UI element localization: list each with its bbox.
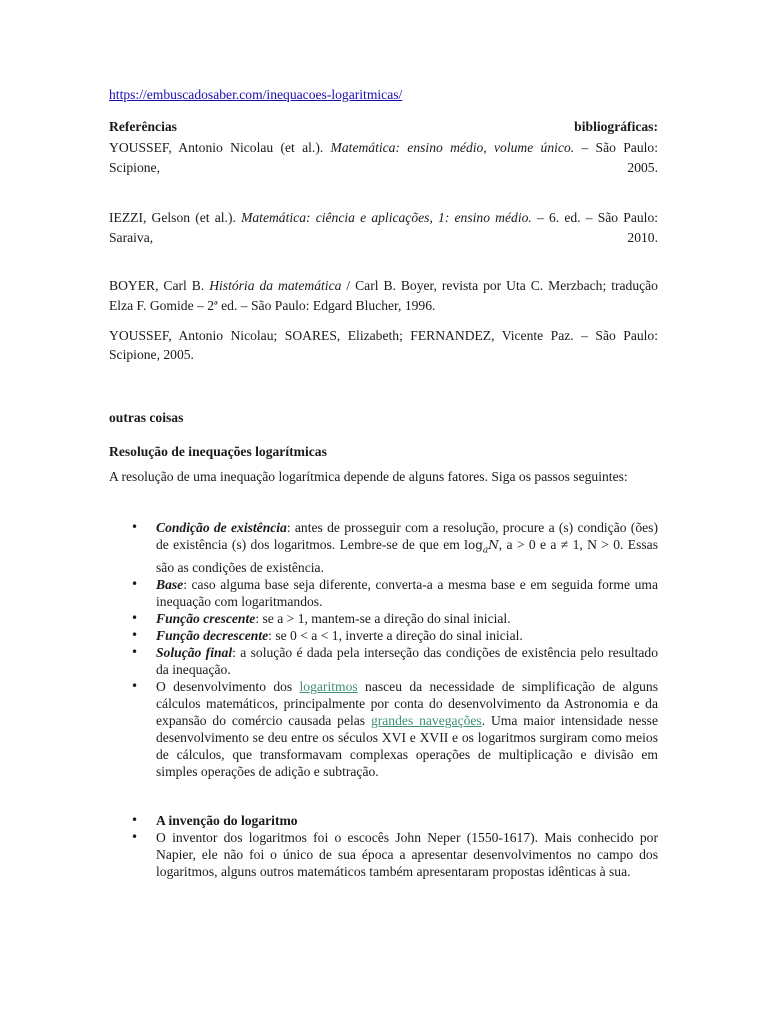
invencao-text: O inventor dos logaritmos foi o escocês John Neper (1550-1617). Mais conhecido por Napier, ele não foi o único de sua época a apresentar desenvolvimentos no campo dos logaritmos, alguns outros matemáticos também apresentaram propostas idênticas à sua.: [156, 830, 658, 879]
invencao-list: [109, 812, 658, 880]
ref3-author: BOYER, Carl B.: [109, 278, 205, 293]
invencao-title: A invenção do logaritmo: [156, 813, 298, 828]
source-url-line: [109, 86, 658, 103]
reference-youssef-2: [109, 326, 658, 364]
logaritmos-link[interactable]: logaritmos: [299, 679, 358, 695]
ref1-publisher: – São Paulo: Scipione, 2005.: [109, 140, 658, 175]
reference-youssef-1: [109, 138, 658, 178]
step-term: Base: [156, 577, 184, 593]
section-title: Resolução de inequações logarítmicas: [109, 444, 327, 459]
ref2-author: IEZZI, Gelson (et al.).: [109, 210, 236, 225]
step-text: : caso alguma base seja diferente, converta-a a mesma base e em seguida forme uma inequação com logaritmandos.: [156, 577, 658, 610]
ref1-title: Matemática: ensino médio, volume único.: [330, 140, 575, 155]
log-expression: $\log_aN$: [464, 538, 499, 556]
ref2-publisher: – 6. ed. – São Paulo: Saraiva, 2010.: [109, 210, 659, 245]
grandes-navegacoes-link[interactable]: grandes navegações: [370, 713, 482, 729]
ref4-text: YOUSSEF, Antonio Nicolau; SOARES, Elizabeth; FERNANDEZ, Vicente Paz. – São Paulo: Scipione, 2005.: [109, 328, 658, 362]
step-text: : antes de prosseguir com a resolução, procure a (s) condição (ões) de existência (s) dos logaritmos. Lembre-se de que em: [156, 520, 658, 552]
reference-iezzi: [109, 208, 658, 248]
ref2-title: Matemática: ciência e aplicações, 1: ensino médio.: [241, 210, 532, 225]
source-url-link[interactable]: https://embuscadosaber.com/inequacoes-logaritmicas/: [109, 87, 403, 102]
references-heading-word2: bibliográficas:: [574, 119, 658, 134]
intro-paragraph: A resolução de uma inequação logarítmica depende de alguns fatores. Siga os passos seguintes:: [109, 469, 628, 484]
step-text: : se 0 < a < 1, inverte a direção do sinal inicial.: [268, 628, 523, 644]
list-item: [109, 576, 658, 610]
step-term: Condição de existência: [156, 520, 287, 535]
list-item: [109, 812, 658, 829]
list-item: [109, 610, 658, 627]
step-text: : se a > 1, mantem-se a direção do sinal inicial.: [255, 611, 511, 627]
reference-boyer: [109, 276, 658, 316]
list-item-history: • O desenvolvimento dos logaritmos nasceu da necessidade de simplificação de alguns cálculos matemáticos, principalmente por conta do desenvolvimento da Astronomia e da expansão do comércio causada pelas grandes navegações. Uma maior intensidade nesse desenvolvimento se deu entre os séculos XVI e XVII e os logaritmos surgiram como meios de cálculos, que transformavam complexas operações de multiplicação e divisão em simples operações de adição e subtração.: [109, 678, 658, 780]
step-text-cont: , a > 0 e a ≠ 1, N > 0. Essas são as condições de existência.: [156, 537, 658, 576]
list-item: [109, 519, 658, 576]
step-term: Solução final: [156, 645, 233, 661]
ref3-title: História da matemática: [209, 278, 342, 293]
step-term: Função crescente: [156, 611, 256, 627]
references-heading-word1: Referências: [109, 119, 177, 134]
ref3-rest: / Carl B. Boyer, revista por Uta C. Merzbach; tradução Elza F. Gomide – 2ª ed. – São Paulo: Edgard Blucher, 1996.: [109, 278, 658, 313]
list-item: [109, 644, 658, 678]
steps-list: [109, 519, 658, 780]
step-text: : a solução é dada pela interseção das condições de existência pelo resultado da inequação.: [156, 645, 658, 678]
list-item: [109, 829, 658, 880]
outras-coisas-heading: outras coisas: [109, 410, 184, 425]
step-term: Função decrescente: [156, 628, 269, 644]
ref1-author: YOUSSEF, Antonio Nicolau (et al.).: [109, 140, 324, 155]
list-item: [109, 627, 658, 644]
references-heading: [109, 118, 658, 135]
